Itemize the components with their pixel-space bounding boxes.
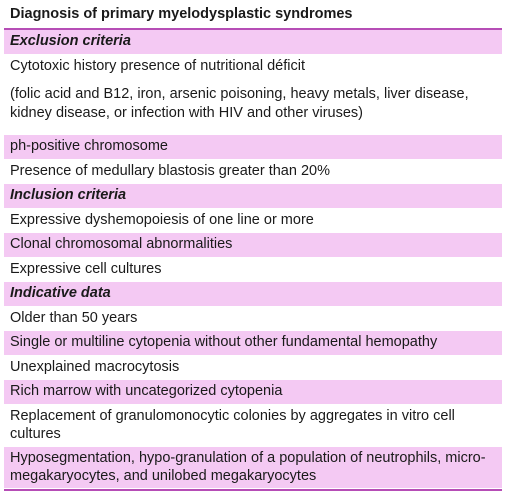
table-row: Rich marrow with uncategorized cytopenia	[4, 380, 502, 405]
section-heading-indicative: Indicative data	[4, 282, 502, 307]
section-heading-exclusion: Exclusion criteria	[4, 30, 502, 55]
table-row: Expressive cell cultures	[4, 258, 502, 283]
table-row: Presence of medullary blastosis greater than 20%	[4, 160, 502, 185]
criteria-table	[4, 0, 502, 491]
table-row: Expressive dyshemopoiesis of one line or more	[4, 209, 502, 234]
table-row: Hyposegmentation, hypo-granulation of a population of neutrophils, micro-megakaryocytes, and unilobed megakaryocytes	[4, 447, 502, 489]
table-row: Cytotoxic history presence of nutritional déficit	[4, 55, 502, 80]
table-row: ph-positive chromosome	[4, 135, 502, 160]
table-row: (folic acid and B12, iron, arsenic poisoning, heavy metals, liver disease, kidney disease, or infection with HIV and other viruses)	[4, 79, 502, 135]
section-heading-inclusion: Inclusion criteria	[4, 184, 502, 209]
table-row: Clonal chromosomal abnormalities	[4, 233, 502, 258]
table-row: Older than 50 years	[4, 307, 502, 332]
table-title: Diagnosis of primary myelodysplastic syndromes	[4, 0, 502, 30]
table-row: Replacement of granulomonocytic colonies by aggregates in vitro cell cultures	[4, 405, 502, 447]
table-row: Single or multiline cytopenia without other fundamental hemopathy	[4, 331, 502, 356]
table-row: Unexplained macrocytosis	[4, 356, 502, 381]
